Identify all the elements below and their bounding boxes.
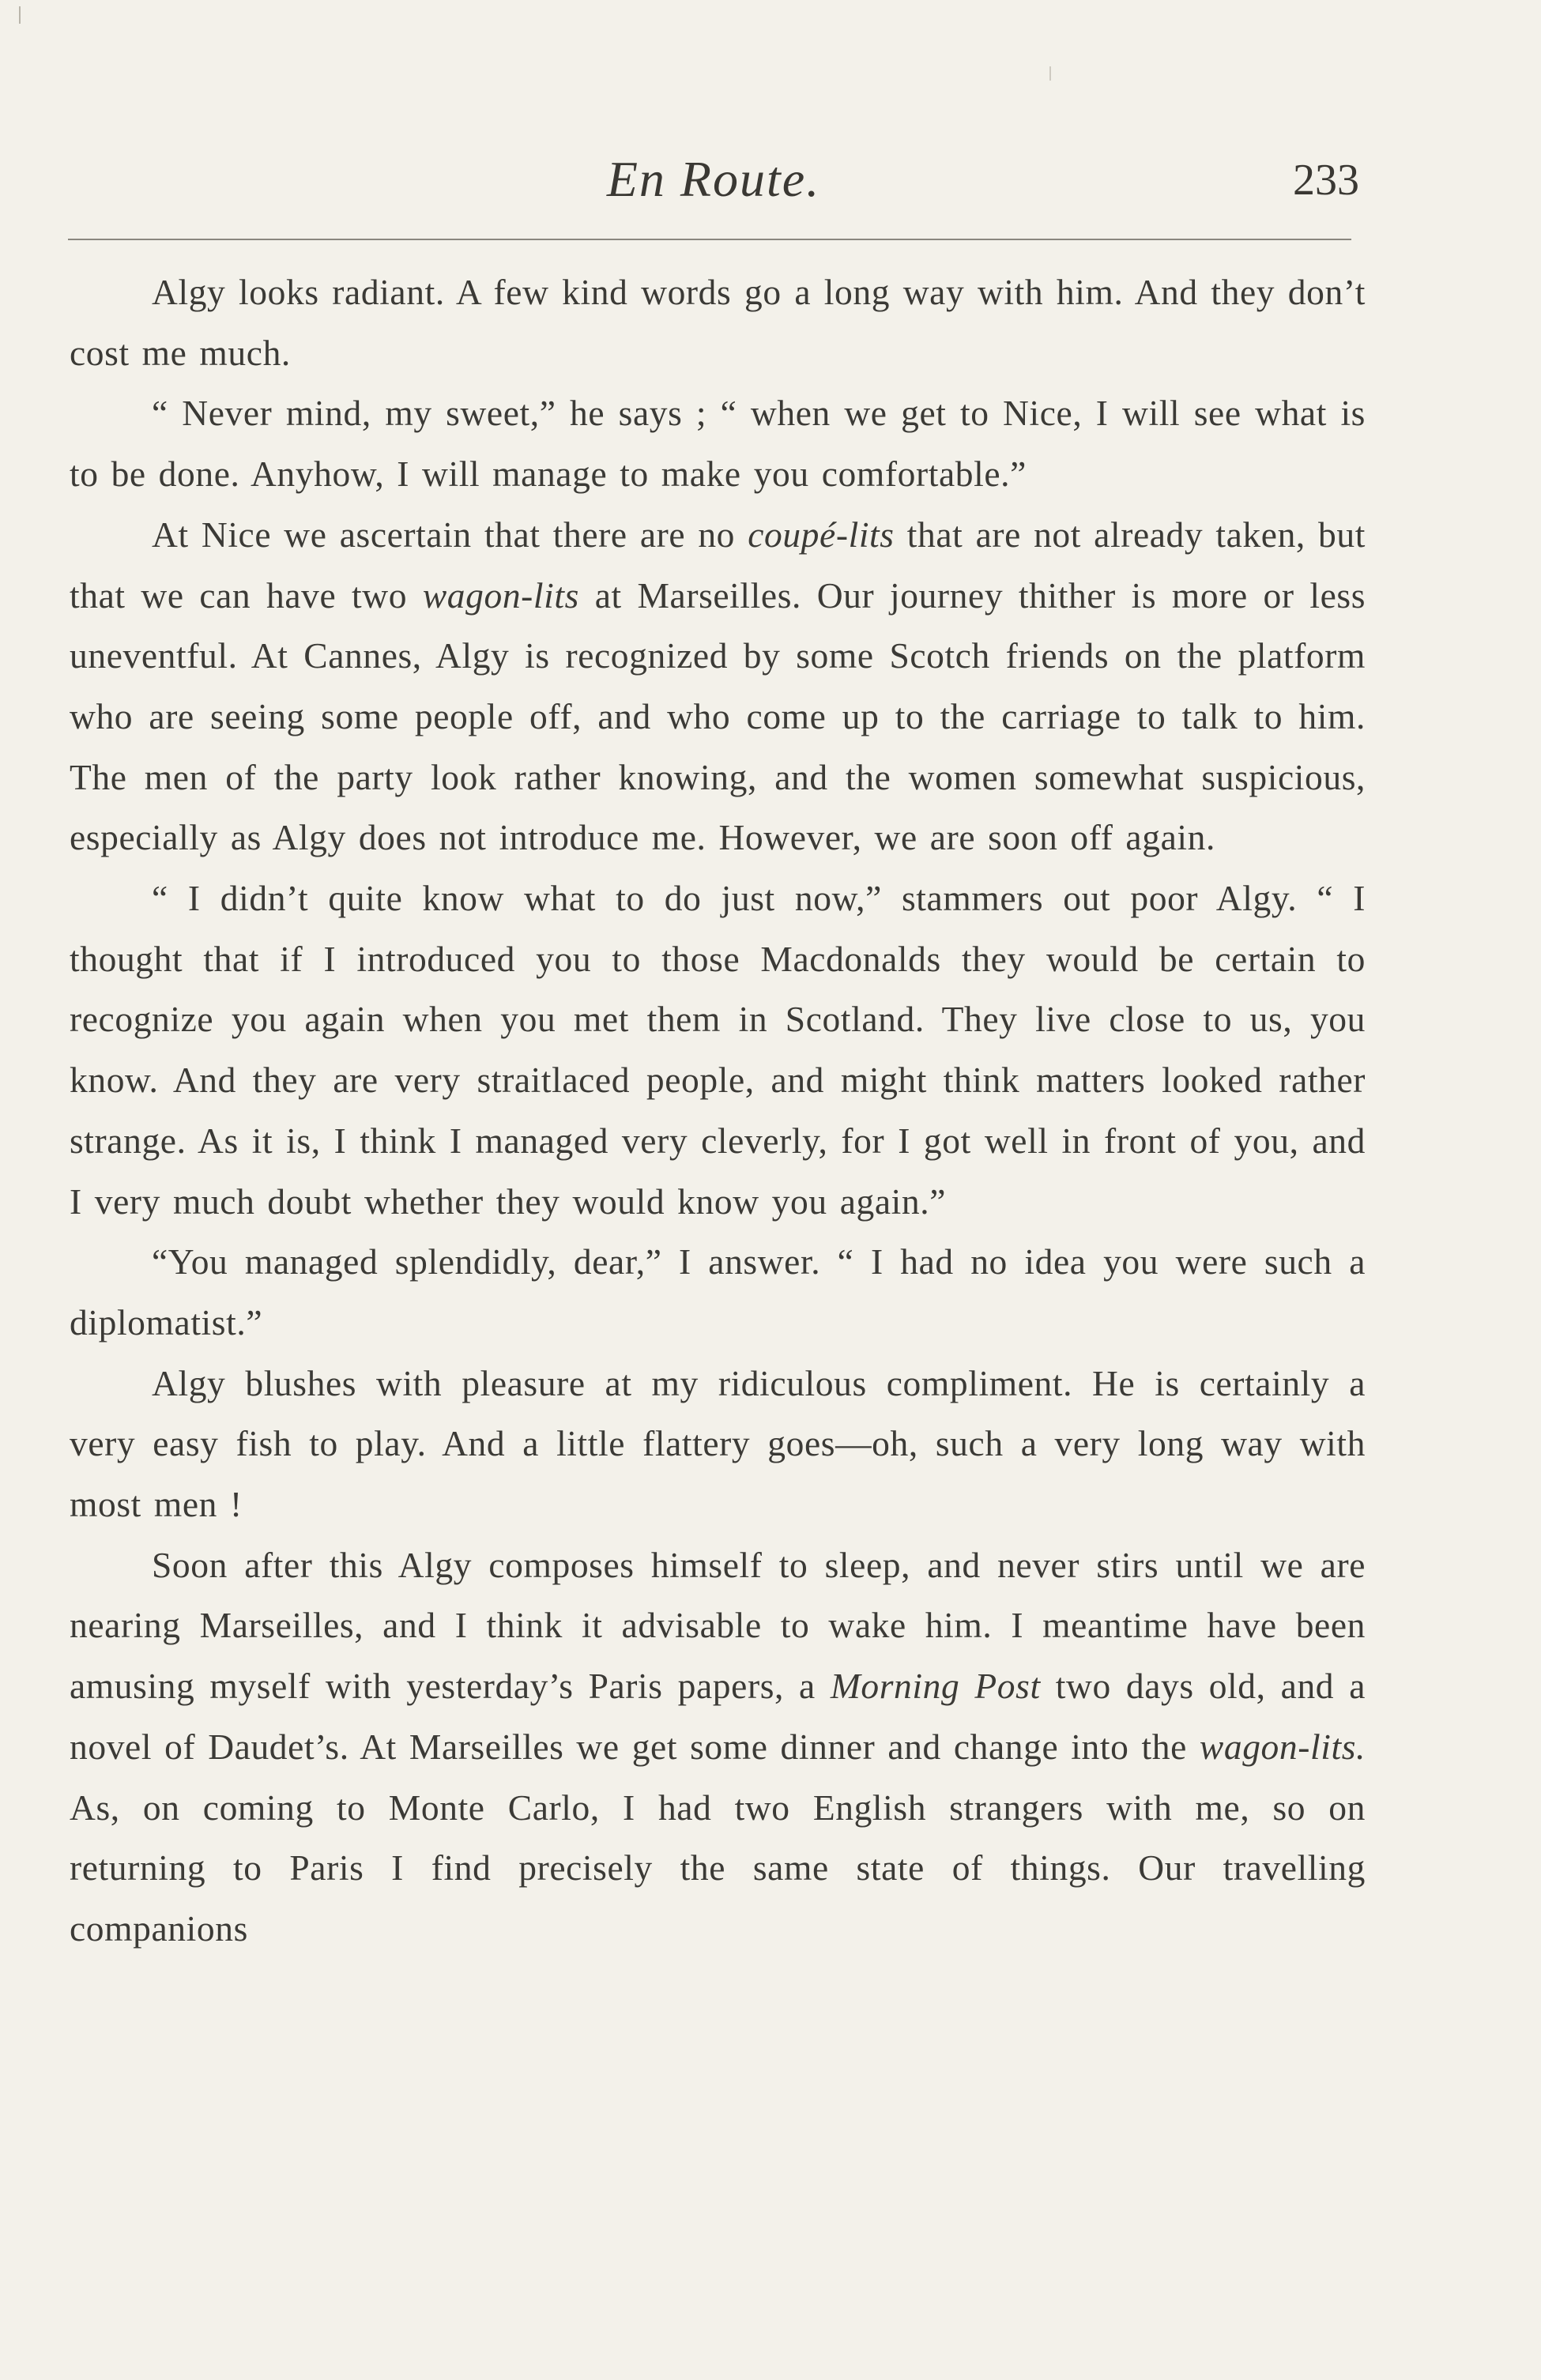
text-run: “ I didn’t quite know what to do just now,” stammers out poor Algy. “ I thought that if I introduced you to those Macdonalds they would be certain to recognize you again when you met them in Scotland. They live close to us, you know. And they are very straitlaced people, and might think matters looked rather strange. As it is, I think I managed very cleverly, for I got well in front of you, and I very much doubt whether they would know you again.”: [70, 878, 1366, 1222]
text-run: that are not already taken, but that we can have two: [70, 514, 1366, 616]
text-run: Algy blushes with pleasure at my ridiculous compliment. He is certainly a very easy fish to play. And a little flattery goes—oh, such a very long way with most men !: [70, 1362, 1366, 1525]
italic-text: Morning Post: [830, 1666, 1041, 1707]
text-run: Algy looks radiant. A few kind words go a long way with him. And they don’t cost me much.: [70, 272, 1366, 373]
text-run: “ Never mind, my sweet,” he says ; “ when we get to Nice, I will see what is to be done. Anyhow, I will manage to make you comfortable.”: [70, 393, 1366, 495]
margin-mark: [19, 6, 21, 24]
page-header: [68, 150, 1359, 221]
paragraph: [70, 383, 1366, 504]
text-run: at Marseilles. Our journey thither is more or less uneventful. At Cannes, Algy is recognized by some Scotch friends on the platform who are seeing some people off, and who come up to the carriage to talk to him. The men of the party look rather knowing, and the women somewhat suspicious, especially as Algy does not introduce me. However, we are soon off again.: [70, 574, 1366, 858]
paragraph: [70, 505, 1366, 868]
running-title: En Route.: [606, 151, 821, 207]
body-text: [70, 262, 1366, 1960]
header-rule: [68, 239, 1351, 240]
margin-mark: [1049, 66, 1051, 81]
italic-text: coupé-lits: [748, 514, 895, 555]
paragraph: [70, 1535, 1366, 1960]
text-run: As, on coming to Monte Carlo, I had two English strangers with me, so on returning to Paris I find precisely the same state of things. Our travelling companions: [70, 1787, 1366, 1949]
text-run: At Nice we ascertain that there are no: [152, 514, 748, 555]
paragraph: [70, 262, 1366, 383]
italic-text: wagon-lits: [422, 574, 579, 616]
text-run: Soon after this Algy composes himself to sleep, and never stirs until we are nearing Marseilles, and I think it advisable to wake him. I meantime have been amusing myself with yesterday’s Paris papers, a: [70, 1544, 1366, 1707]
text-run: “You managed splendidly, dear,” I answer. “ I had no idea you were such a diplomatist.”: [70, 1241, 1366, 1343]
text-run: two days old, and a novel of Daudet’s. At Marseilles we get some dinner and change into the: [70, 1666, 1366, 1767]
paragraph: [70, 868, 1366, 1232]
paragraph: [70, 1232, 1366, 1353]
paragraph: [70, 1354, 1366, 1535]
page-number: 233: [1293, 156, 1359, 205]
italic-text: wagon-lits.: [1199, 1726, 1366, 1767]
